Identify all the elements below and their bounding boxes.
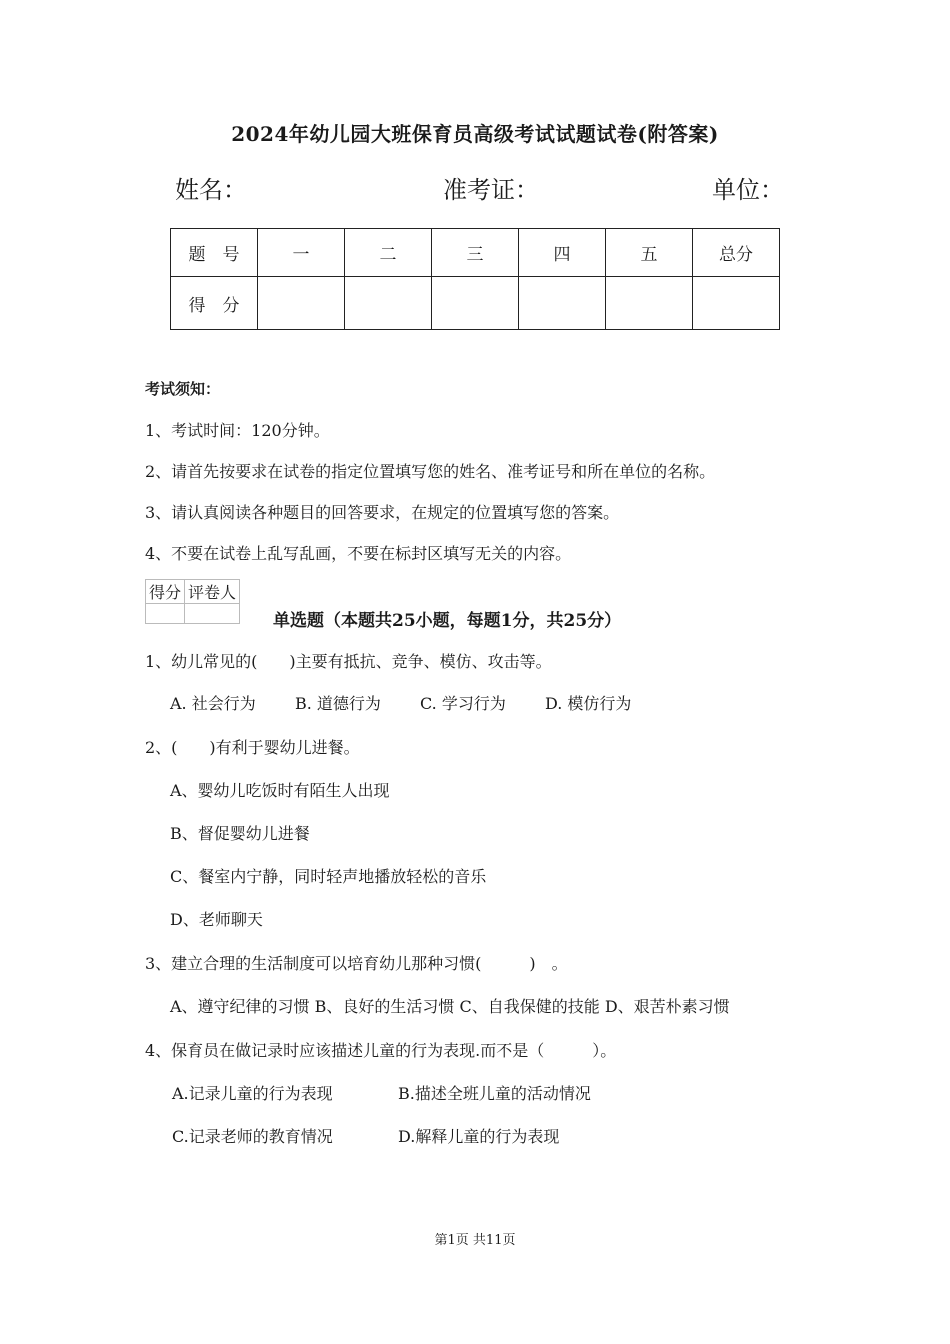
header-cell-total: 总分 [693,229,780,277]
score-cell-2[interactable] [345,277,432,330]
unit-field-label: 单位： [712,176,784,204]
score-table-header-row [171,229,780,277]
q1-option-b[interactable]: B. 道德行为 [295,694,381,713]
q1-option-c[interactable]: C. 学习行为 [420,694,506,713]
q4-option-b[interactable]: B.描述全班儿童的活动情况 [398,1084,591,1103]
score-table [170,228,780,330]
q4-option-d[interactable]: D.解释儿童的行为表现 [398,1127,560,1146]
score-cell-4[interactable] [519,277,606,330]
question-2-stem: 2、( )有利于婴幼儿进餐。 [145,738,360,757]
page-footer: 第1页 共11页 [434,1233,516,1248]
document-title: 2024年幼儿园大班保育员高级考试试题试卷(附答案) [231,122,719,146]
question-1-stem: 1、幼儿常见的( )主要有抵抗、竞争、模仿、攻击等。 [145,652,552,671]
question-4-stem: 4、保育员在做记录时应该描述儿童的行为表现.而不是（ ）。 [145,1041,617,1060]
q1-option-d[interactable]: D. 模仿行为 [545,694,632,713]
grader-box [145,579,240,624]
score-cell-1[interactable] [258,277,345,330]
notice-item-4: 4、不要在试卷上乱写乱画，不要在标封区填写无关的内容。 [145,544,572,563]
grader-box-header-row [146,580,240,604]
q4-option-a[interactable]: A.记录儿童的行为表现 [172,1084,333,1103]
notice-item-1: 1、考试时间：120分钟。 [145,421,330,440]
header-cell-2: 二 [345,229,432,277]
header-cell-1: 一 [258,229,345,277]
notice-heading: 考试须知： [145,380,221,398]
header-cell-3: 三 [432,229,519,277]
grader-score-cell[interactable] [146,604,185,624]
q3-options[interactable]: A、遵守纪律的习惯 B、良好的生活习惯 C、自我保健的技能 D、艰苦朴素习惯 [170,997,730,1016]
header-cell-question-no: 题 号 [171,229,258,277]
notice-item-3: 3、请认真阅读各种题目的回答要求，在规定的位置填写您的答案。 [145,503,620,522]
q4-option-c[interactable]: C.记录老师的教育情况 [172,1127,333,1146]
grader-score-label: 得分 [146,580,185,604]
exam-number-field-label: 准考证： [443,176,539,204]
q2-option-a[interactable]: A、婴幼儿吃饭时有陌生人出现 [170,781,390,800]
q2-option-b[interactable]: B、督促婴幼儿进餐 [170,824,310,843]
score-cell-total[interactable] [693,277,780,330]
grader-box-value-row [146,604,240,624]
score-row-label: 得 分 [171,277,258,330]
header-cell-5: 五 [606,229,693,277]
notice-item-2: 2、请首先按要求在试卷的指定位置填写您的姓名、准考证号和所在单位的名称。 [145,462,716,481]
name-field-label: 姓名： [175,176,247,204]
grader-name-cell[interactable] [185,604,240,624]
q1-option-a[interactable]: A. 社会行为 [170,694,256,713]
score-cell-3[interactable] [432,277,519,330]
header-cell-4: 四 [519,229,606,277]
q2-option-d[interactable]: D、老师聊天 [170,910,263,929]
question-3-stem: 3、建立合理的生活制度可以培育幼儿那种习惯( ) 。 [145,954,568,973]
grader-name-label: 评卷人 [185,580,240,604]
score-table-score-row [171,277,780,330]
score-cell-5[interactable] [606,277,693,330]
q2-option-c[interactable]: C、餐室内宁静，同时轻声地播放轻松的音乐 [170,867,487,886]
section-title: 单选题（本题共25小题，每题1分，共25分） [273,611,622,631]
